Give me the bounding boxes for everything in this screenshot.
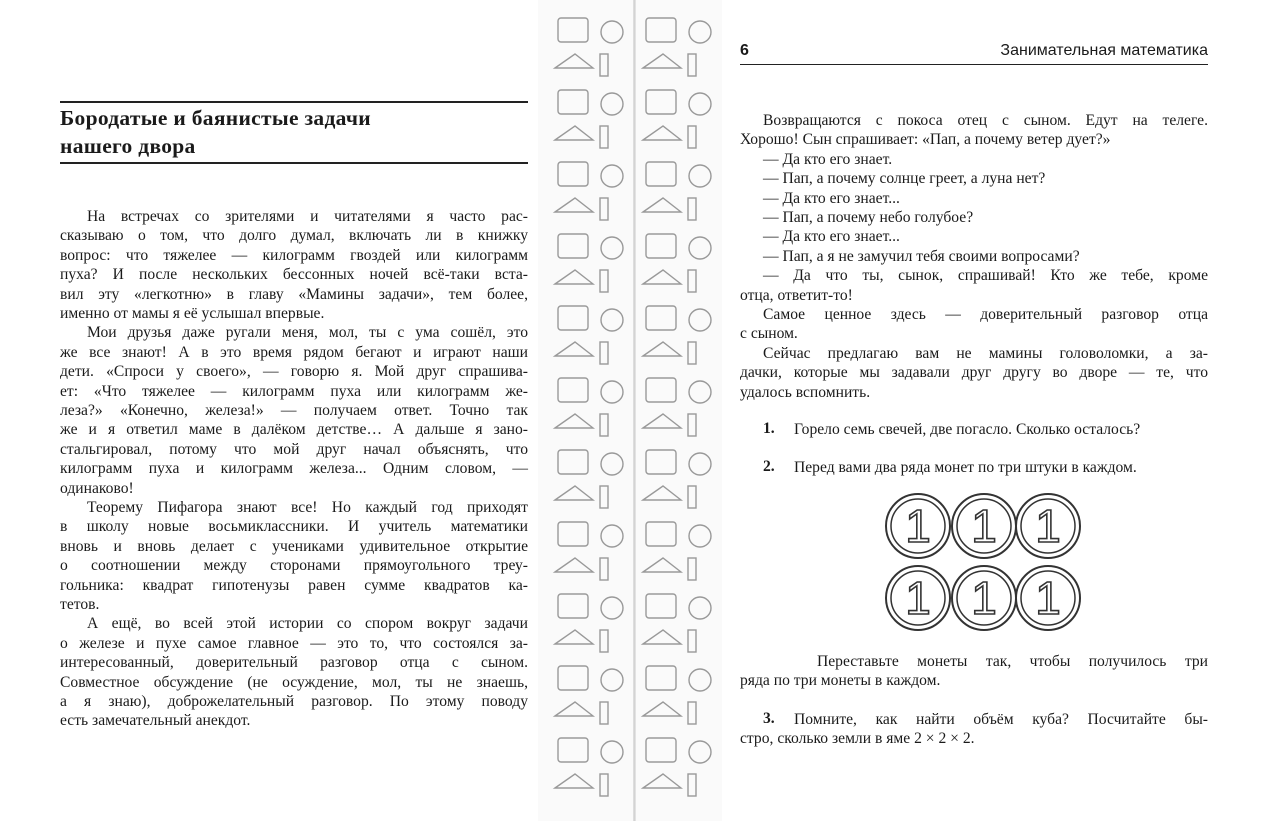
coin <box>952 494 1016 558</box>
text-line: Теорему Пифагора знают все! Но каждый год приходят <box>87 499 528 516</box>
text-line: килограмм пуха и килограмм железа... Одним словом, — <box>60 460 528 478</box>
coin-value: 1 <box>971 572 997 624</box>
coin <box>1016 494 1080 558</box>
text-line: ет: «Что тяжелее — килограмм пуха или килограмм же- <box>60 382 528 400</box>
text-line: Самое ценное здесь — доверительный разговор отца <box>763 306 1208 323</box>
text-line: пуха? И после нескольких бессонных ночей всё-таки вста- <box>60 266 528 284</box>
header-rule <box>740 64 1208 65</box>
text-line: гольника: квадрат гипотенузы равен сумме квадратов ка- <box>60 576 528 594</box>
text-line: ряда по три монеты в каждом. <box>740 672 941 690</box>
running-title: Занимательная математика <box>1000 42 1208 59</box>
coin <box>952 566 1016 630</box>
text-line: стро, сколько земли в яме 2 × 2 × 2. <box>740 730 975 748</box>
text-line: На встречах со зрителями и читателями я часто рас- <box>87 208 528 225</box>
text-line: — Да кто его знает... <box>763 189 900 207</box>
text-line: Горело семь свечей, две погасло. Сколько осталось? <box>794 421 1141 438</box>
book-spine <box>633 0 636 821</box>
text-line: Возвращаются с покоса отец с сыном. Едут на телеге. <box>763 112 1208 129</box>
text-line: вопрос: что тяжелее — килограмм гвоздей или килограмм <box>60 246 528 264</box>
text-line: — Пап, а почему солнце греет, а луна нет? <box>763 170 1046 188</box>
text-line: же все знают! А в это время рядом бегают и играют наши <box>60 343 528 361</box>
text-line: сказываю о том, что долго думал, включать ли в книжку <box>60 227 528 245</box>
text-line: — Да что ты, сынок, спрашивай! Кто же тебе, кроме <box>763 267 1208 285</box>
text-line: в школу новые восьмиклассники. И учитель математики <box>60 518 528 536</box>
text-line: дачки, которые мы задавали друг другу во дворе — те, что <box>740 364 1208 382</box>
text-line: Помните, как найти объём куба? Посчитайте бы- <box>794 711 1208 728</box>
text-line: интересованный, доверительный разговор отца с сыном. <box>60 654 528 672</box>
left-page <box>0 0 538 821</box>
page-number: 6 <box>740 42 749 59</box>
text-line: — Пап, а почему небо голубое? <box>763 209 974 226</box>
text-line: есть замечательный анекдот. <box>60 712 251 730</box>
text-line: одинаково! <box>60 479 134 497</box>
text-line: Переставьте монеты так, чтобы получилось три <box>817 653 1208 670</box>
text-line: же и я ответил маме в далёком детстве… А дальше я зано- <box>60 421 528 439</box>
coin-value: 1 <box>905 500 931 552</box>
coin-value: 1 <box>905 572 931 624</box>
text-line: — Пап, а я не замучил тебя своими вопросами? <box>763 247 1080 265</box>
text-line: Сейчас предлагаю вам не мамины головоломки, а за- <box>763 344 1208 362</box>
text-line: вил эту «легкотню» в главу «Мамины задачи», тем более, <box>60 285 528 303</box>
text-line: Совместное обсуждение (не осуждение, мол, ты не знаешь, <box>60 673 528 691</box>
text-line: отца, ответит-то! <box>740 286 853 304</box>
problem-number: 2. <box>763 458 775 475</box>
doodle-strip <box>538 0 722 821</box>
coin <box>886 494 950 558</box>
school-doodles-illustration <box>538 0 722 821</box>
text-line: Мои друзья даже ругали меня, мол, ты с ума сошёл, это <box>87 324 528 342</box>
coin-value: 1 <box>1035 500 1061 552</box>
text-line: — Да кто его знает... <box>763 228 900 246</box>
coins-figure <box>880 492 1090 632</box>
text-line: о железе и пухе самое главное — это то, что состоялся за- <box>60 634 528 652</box>
text-line: удалось вспомнить. <box>740 383 871 401</box>
text-line: стальгировал, потому что мой друг начал объяснять, что <box>60 440 528 458</box>
coin-value: 1 <box>1035 572 1061 624</box>
text-line: о соотношении между сторонами прямоугольного треу- <box>60 557 528 575</box>
coin-value: 1 <box>971 500 997 552</box>
text-line: Перед вами два ряда монет по три штуки в каждом. <box>794 459 1137 476</box>
problem-number: 1. <box>763 420 775 437</box>
coin <box>886 566 950 630</box>
text-line: — Да кто его знает. <box>763 150 893 168</box>
problem-number: 3. <box>763 710 775 727</box>
heading-line: нашего двора <box>60 134 196 158</box>
chapter-heading <box>60 104 530 160</box>
text-line: именно от мамы я её услышал впервые. <box>60 305 325 322</box>
text-line: а я знаю), доброжелательный разговор. По этому поводу <box>60 693 528 710</box>
heading-bottom-rule <box>60 162 528 164</box>
text-line: тетов. <box>60 596 100 613</box>
text-line: с сыном. <box>740 325 798 343</box>
text-line: А ещё, во всей этой истории со спором вокруг задачи <box>87 615 528 633</box>
text-line: леза?» «Конечно, железа!» — получаем ответ. Точно так <box>60 402 528 419</box>
coin <box>1016 566 1080 630</box>
heading-top-rule <box>60 101 528 103</box>
heading-line: Бородатые и баянистые задачи <box>60 106 371 130</box>
text-line: дети. «Спроси у своего», — говорю я. Мой друг спрашива- <box>60 363 528 381</box>
text-line: вновь и вновь делает с учениками удивительное открытие <box>60 537 528 555</box>
text-line: Хорошо! Сын спрашивает: «Пап, а почему ветер дует?» <box>740 131 1111 149</box>
